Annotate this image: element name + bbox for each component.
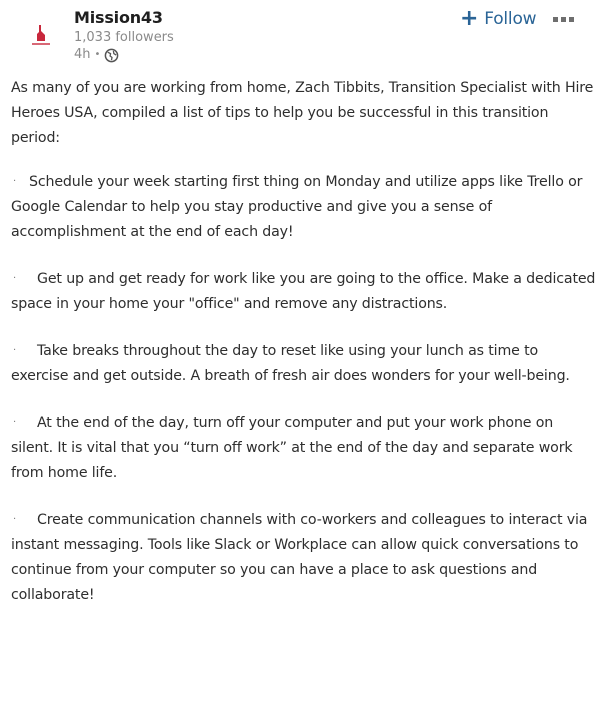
- post-time: 4h: [74, 47, 91, 62]
- tip-item: [11, 507, 596, 608]
- tip-text: At the end of the day, turn off your computer and put your work phone on silent. It is vital that you “turn off work” at the end of the day and separate work from home life.: [11, 415, 573, 481]
- follow-button[interactable]: [460, 6, 537, 31]
- tip-text: Get up and get ready for work like you are going to the office. Make a dedicated space in your home your "office" and remove any distractions.: [11, 271, 596, 312]
- more-options-icon: [553, 17, 558, 22]
- more-options-icon: [569, 17, 574, 22]
- author-name[interactable]: Mission43: [74, 8, 163, 27]
- tip-item: [11, 266, 596, 317]
- plus-icon: +: [460, 6, 479, 31]
- tip-text: Take breaks throughout the day to reset like using your lunch as time to exercise and get outside. A breath of fresh air does wonders for your well-being.: [11, 343, 570, 384]
- follow-label: Follow: [484, 9, 537, 29]
- bullet: ·: [13, 273, 17, 284]
- mission43-logo-icon: [26, 22, 56, 48]
- bullet: ·: [13, 417, 17, 428]
- follower-count: 1,033 followers: [74, 30, 174, 45]
- post-meta: [74, 46, 174, 64]
- tip-text: Create communication channels with co-workers and colleagues to interact via instant messaging. Tools like Slack or Workplace can allow quick conversations to continue from your computer so you can have a place to ask questions and collaborate!: [11, 512, 588, 603]
- bullet: ·: [13, 345, 17, 356]
- post-intro: As many of you are working from home, Zach Tibbits, Transition Specialist with Hire Heroes USA, compiled a list of tips to help you be successful in this transition period:: [11, 80, 594, 146]
- post-header: [0, 0, 600, 70]
- company-logo[interactable]: [26, 22, 56, 48]
- author-block: [74, 8, 174, 64]
- bullet: ·: [13, 176, 17, 187]
- separator: •: [94, 49, 101, 60]
- post-body: [11, 76, 596, 629]
- bullet: ·: [13, 514, 17, 525]
- tip-text: Schedule your week starting first thing on Monday and utilize apps like Trello or Google Calendar to help you stay productive and give you a sense of accomplishment at the end of each day!: [11, 174, 583, 240]
- tip-item: [11, 169, 596, 245]
- globe-icon[interactable]: [104, 48, 119, 63]
- more-options-button[interactable]: [553, 17, 574, 22]
- more-options-icon: [561, 17, 566, 22]
- tip-item: [11, 338, 596, 389]
- tip-item: [11, 410, 596, 486]
